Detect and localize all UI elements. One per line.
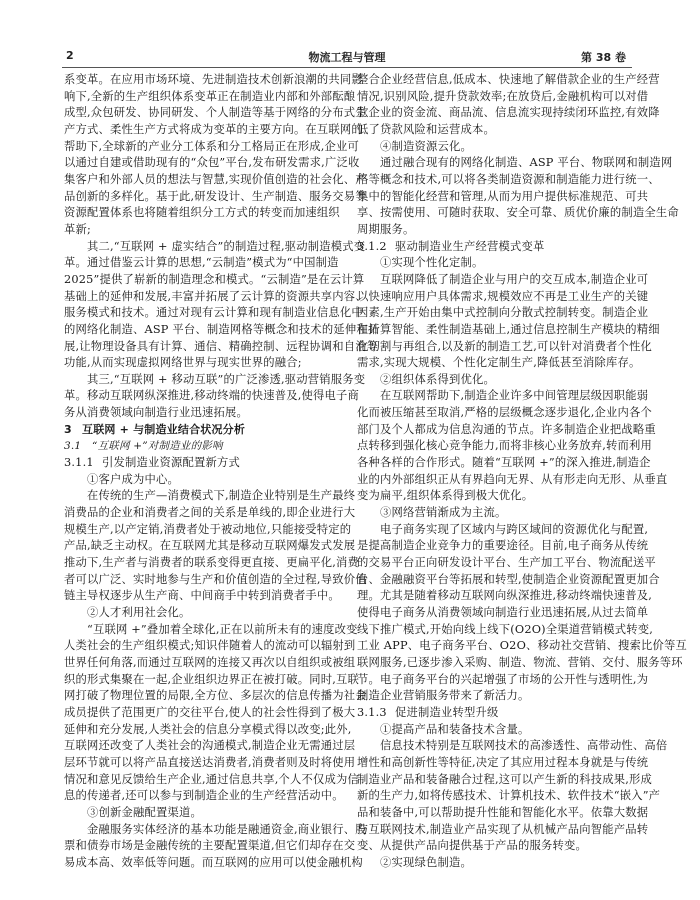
text-line: ②实现绿色制造。 [380,855,472,869]
text-line: 需求,实现大规模、个性化定制生产,降低甚至消除库存。 [357,356,641,370]
text-line: 帮助下,全球新的产业分工体系和分工格局正在形成,企业可 [64,139,360,153]
text-line: 周期服务。 [357,222,415,236]
heading-text: 互联网 + 与制造业结合状况分析 [82,422,246,436]
text-line: 节。电子商务平台的兴起增强了市场的公开性与透明性,为 [357,672,649,686]
text-line: 集中的智能化经营和管理,从而为用户提供标准规范、可共 [357,189,649,203]
text-line: 工业 APP、电子商务平台、O2O、移动社交营销、搜索比价等互 [357,639,687,653]
text-line: 者可以广泛、实时地参与生产和价值创造的全过程,导致价值 [64,572,367,586]
subsubsection-heading [357,239,631,256]
subsubsection-heading [64,455,336,472]
text-line: 展,让物理设备具有计算、通信、精确控制、远程协调和自治等 [64,339,379,353]
text-line: ②组织体系得到优化。 [380,372,495,386]
text-line: 的网络化制造、ASP 平台、制造网格等概念和技术的延伸和拓 [64,322,380,336]
text-line: 革新; [64,222,92,236]
heading-number: 3 [64,422,72,436]
text-line: 使得电子商务从消费领域向制造行业迅速拓展,从过去简单 [357,606,649,619]
text-line: 推动下,生产者与消费者的联系变得更直接、更扁平化,消费 [64,556,360,570]
text-line: 新的生产力,如将传感技术、计算机技术、软件技术“嵌入”产 [357,789,661,803]
text-line: 其三,“互联网 + 移动互联”的广泛渗透,驱动营销服务变 [87,372,366,386]
text-line: 系变革。在应用市场环境、先进制造技术创新浪潮的共同影 [64,73,363,86]
page-number: 2 [66,49,74,62]
text-line: 务从消费领域向制造行业迅速拓展。 [64,406,248,420]
text-line: 业的内外部组织正从有界趋向无界、从有形走向无形、从垂直 [357,472,668,486]
header-rule [62,67,632,68]
text-line: 网打破了物理位置的局限,全方位、多层次的信息传播为社会 [64,689,367,703]
heading-text: “互联网 +”对制造业的影响 [92,440,223,453]
text-line: 成型,众包研发、协同研发、个人制造等基于网络的分布式生 [64,106,367,120]
text-line: 信息技术特别是互联网技术的高渗透性、高带动性、高倍 [380,739,668,753]
text-line: 以快速响应用户具体需求,规模效应不再是工业生产的关键 [357,289,649,303]
text-line: 2025”提供了崭新的制造理念和模式。“云制造”是在云计算 [64,272,365,286]
text-line: ①提高产品和装备技术含量。 [380,722,530,736]
text-line: 是提高制造企业竞争力的重要途径。目前,电子商务从传统 [357,539,649,553]
text-line: 集客户和外部人员的想法与智慧,实现价值创造的社会化、产 [64,172,367,186]
text-line: 层环节就可以将产品直接送达消费者,消费者则及时将使用 [64,755,356,769]
text-line: 革。移动互联网纵深推进,移动终端的快速普及,使得电子商 [64,389,360,403]
text-line: 票和债券市场是金融传统的主要配置渠道,但它们却存在交 [64,839,356,853]
text-line: 其二,“互联网 + 虚实结合”的制造过程,驱动制造模式变 [87,239,366,253]
text-line: ①实现个性化定制。 [380,256,484,270]
right-column [357,72,687,872]
text-line: 制造业产品和装备融合过程,这可以产生新的科技成果,形成 [357,772,653,786]
section-heading [64,422,336,439]
text-line: ①客户成为中心。 [87,472,179,486]
subsection-heading [64,438,336,455]
text-line: 低了贷款风险和运营成本。 [357,122,495,136]
heading-number: 3.1 [64,440,82,453]
text-line: 款企业的资金流、商品流、信息流实现持续闭环监控,有效降 [357,106,660,120]
text-line: 情况,识别风险,提升贷款效率;在放贷后,金融机构可以对借 [357,89,649,103]
text-line: 在传统的生产—消费模式下,制造企业特别是生产最终 [87,489,356,503]
text-line: 世界任何角落,而通过互联网的连接又再次以自组织或被组 [64,655,356,669]
heading-number: 3.1.2 [357,239,387,253]
heading-text: 促进制造业转型升级 [395,705,499,719]
text-line: “互联网 +”叠加着全球化,正在以前所未有的速度改变 [87,622,358,636]
text-line: ④制造资源云化。 [380,139,472,153]
text-line: 织的形式集聚在一起,企业组织边界正在被打破。同时,互联 [64,672,360,686]
text-line: 化切割与再组合,以及新的制造工艺,可以针对消费者个性化 [357,339,653,353]
text-line: 各种各样的合作形式。随着“互联网 +”的深入推进,制造企 [357,456,651,470]
text-line: 整合企业经营信息,低成本、快速地了解借款企业的生产经营 [357,73,660,86]
text-line: 通过融合现有的网络化制造、ASP 平台、物联网和制造网 [380,156,673,170]
text-line: 享、按需使用、可随时获取、安全可靠、质优价廉的制造全生命 [357,206,679,220]
text-line: 增性和高创新性等特征,决定了其应用过程本身就是与传统 [357,755,649,769]
subsubsection-heading [357,705,631,722]
text-line: 消费品的企业和消费者之间的关系是单线的,即企业进行大 [64,506,356,520]
text-line: 在互联网帮助下,制造企业许多中间管理层级因职能弱 [380,389,649,403]
text-line: 革。通过借鉴云计算的思想,“云制造”模式为“中国制造 [64,256,339,270]
text-line: 品和装备中,可以帮助提升性能和智能化水平。依靠大数据 [357,805,649,819]
text-line: 与互联网技术,制造业产品实现了从机械产品向智能产品转 [357,822,649,836]
text-line: 以通过自建或借助现有的“众包”平台,发布研发需求,广泛收 [64,156,360,170]
text-line: 化而被压缩甚至取消,严格的层级概念逐步退化,企业内各个 [357,406,653,420]
text-line: 基础上的延伸和发展,丰富并拓展了云计算的资源共享内容、 [64,289,367,303]
text-line: 情况和意见反馈给生产企业,通过信息共享,个人不仅成为信 [64,772,360,786]
text-line: 成员提供了范围更广的交往平台,使人的社会性得到了极大 [64,705,356,719]
text-line: 功能,从而实现虚拟网络世界与现实世界的融合; [64,356,302,370]
text-line: 互联网还改变了人类社会的沟通模式,制造企业无需通过层 [64,739,356,753]
text-line: 互联网降低了制造企业与用户的交互成本,制造企业可 [380,272,649,286]
text-line: 产方式、柔性生产方式将成为变革的主要方向。在互联网的 [64,122,363,136]
text-line: 人类社会的生产组织模式;知识伴随着人的流动可以辐射到 [64,639,356,653]
text-line: ③创新金融配置渠道。 [87,805,202,819]
text-line: 的交易平台正向研发设计平台、生产加工平台、物流配送平 [357,556,656,570]
text-line: 在计算智能、柔性制造基础上,通过信息控制生产模块的精细 [357,322,660,336]
text-line: 因素,生产开始由集中式控制向分散式控制转变。制造企业 [357,306,649,320]
text-line: ③网络营销渐成为主流。 [380,506,507,520]
text-line: 规模生产,以产定销,消费者处于被动地位,只能接受特定的 [64,522,352,536]
text-line: 响下,全新的生产组织体系变革正在制造业内部和外部酝酿 [64,89,356,103]
text-line: 理。尤其是随着移动互联网向纵深推进,移动终端快速普及, [357,589,653,603]
text-line: 变、从提供产品向提供基于产品的服务转变。 [357,839,587,853]
heading-text: 引发制造业资源配置新方式 [102,456,240,470]
text-line: 金融服务实体经济的基本功能是融通资金,商业银行、股 [87,822,367,836]
text-line: 点转移到强化核心竞争能力,而将非核心业务放弃,转而利用 [357,439,653,453]
text-line: 易成本高、效率低等问题。而互联网的应用可以使金融机构 [64,855,363,869]
text-line: 制造企业营销服务带来了新活力。 [357,689,530,703]
text-line: 服务模式和技术。通过对现有云计算和现有制造业信息化中 [64,306,363,320]
heading-number: 3.1.3 [357,705,387,719]
text-line: 资源配置体系也将随着组织分工方式的转变而加速组织 [64,206,340,220]
text-line: 产品,缺乏主动权。在互联网尤其是移动互联网爆发式发展 [64,539,356,553]
text-line: 线下推广模式,开始向线上线下(O2O)全渠道营销模式转变, [357,622,654,636]
text-line: ②人才利用社会化。 [87,606,191,619]
text-line: 联网服务,已逐步渗入采购、制造、物流、营销、交付、服务等环 [357,655,683,669]
text-line: 息的传递者,还可以参与到制造企业的生产经营活动中。 [64,789,344,803]
text-line: 链主导权逐步从生产商、中间商手中转到消费者手中。 [64,589,340,603]
volume-label: 第 38 卷 [581,51,626,64]
text-line: 变为扁平,组织体系得到极大优化。 [357,489,534,503]
text-line: 部门及个人都成为信息沟通的节点。许多制造企业把战略重 [357,422,656,436]
text-line: 品创新的多样化。基于此,研发设计、生产制造、服务交易等 [64,189,367,203]
heading-text: 驱动制造业生产经营模式变革 [395,239,545,253]
heading-number: 3.1.1 [64,456,94,470]
text-line: 延伸和充分发展,人类社会的信息分享模式得以改变;此外, [64,722,352,736]
text-line: 电子商务实现了区域内与跨区域间的资源优化与配置, [380,522,649,536]
journal-title: 物流工程与管理 [308,51,386,64]
text-line: 格等概念和技术,可以将各类制造资源和制造能力进行统一、 [357,172,660,186]
text-line: 台、金融融资平台等拓展和转型,使制造企业资源配置更加合 [357,572,660,586]
running-header [64,49,630,67]
